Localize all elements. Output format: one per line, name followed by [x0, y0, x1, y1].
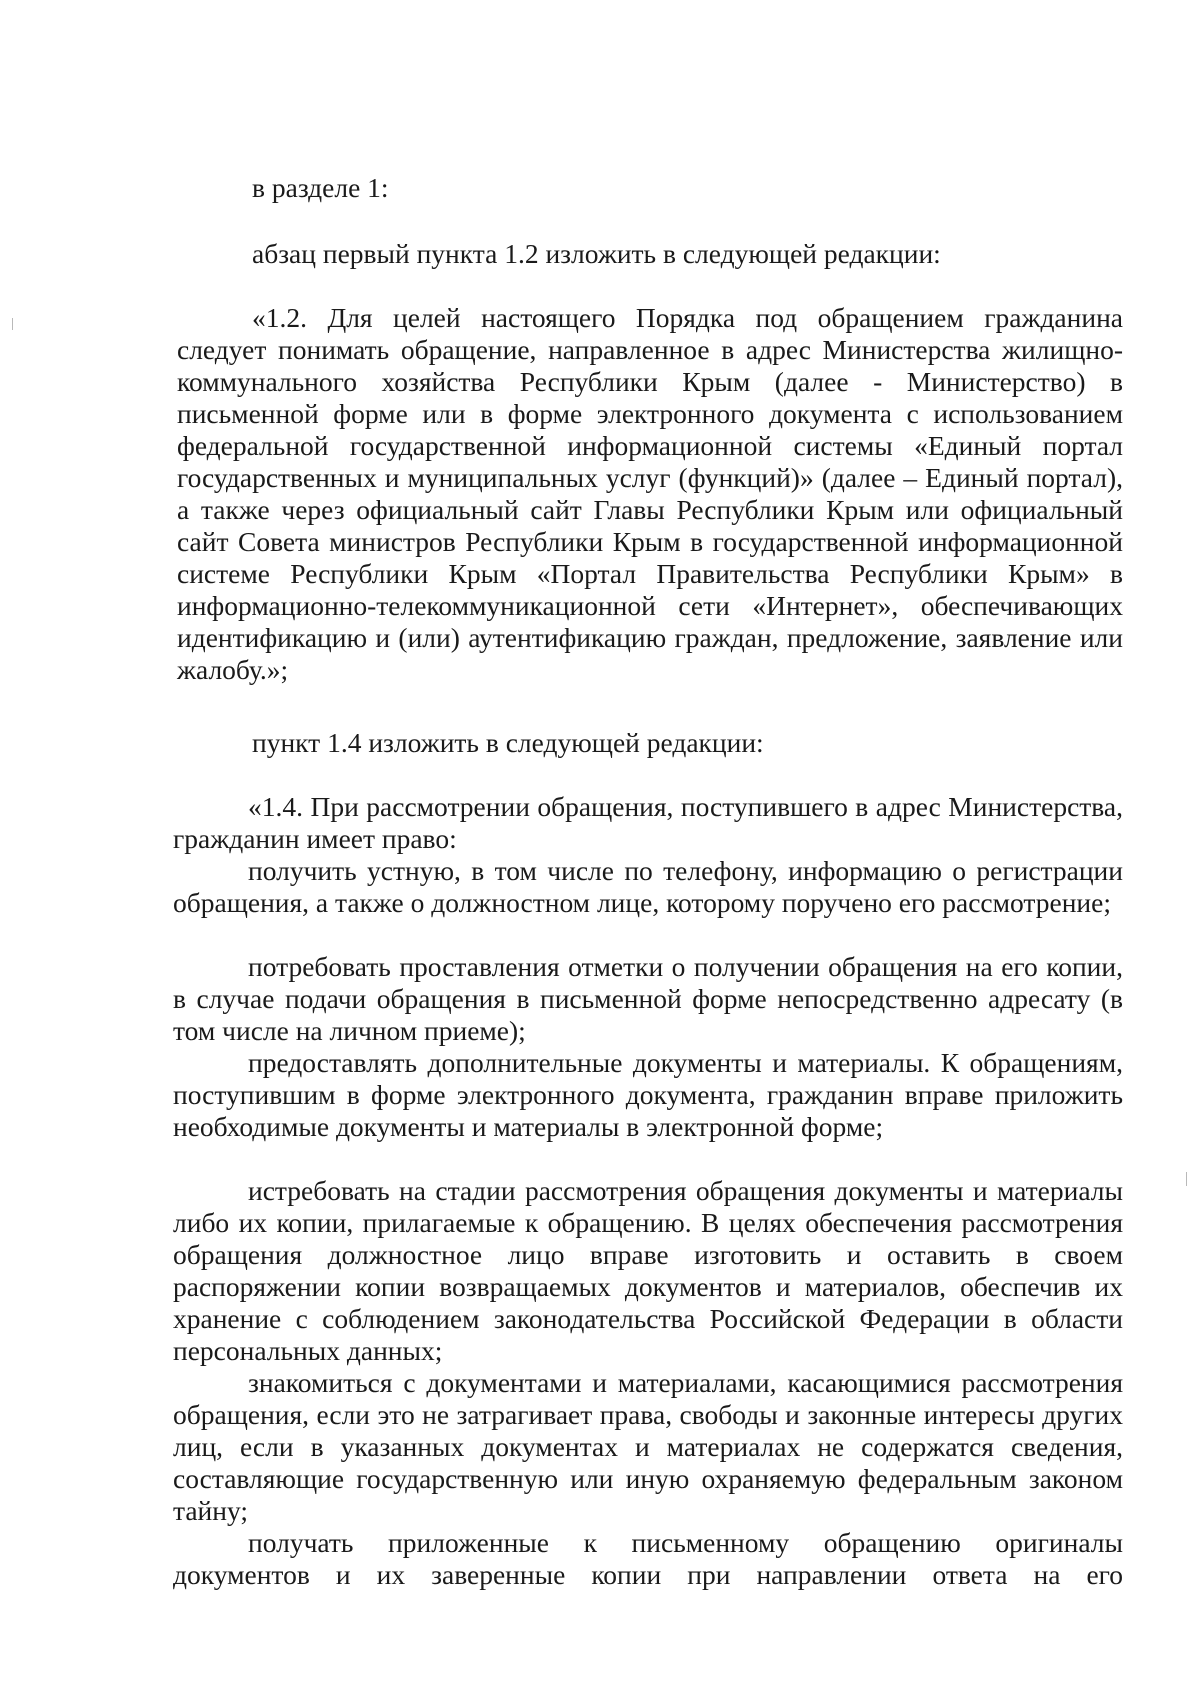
paragraph-right-request-materials: истребовать на стадии рассмотрения обращения документы и материалы либо их копии, прилагаемые к обращению. В целях обеспечения рассмотрения обращения должностное лицо вправе изготовить и оставить в своем распоряжении копии возвращаемых документов и материалов, обеспечив их хранение с соблюдением законодательства Российской Федерации в области персональных данных;	[173, 1175, 1123, 1366]
paragraph-clause-1-2: «1.2. Для целей настоящего Порядка под обращением гражданина следует понимать обращение, направленное в адрес Министерства жилищно-коммунального хозяйства Республики Крым (далее - Министерство) в письменной форме или в форме электронного документа с использованием федеральной государственной информационной системы «Единый портал государственных и муниципальных услуг (функций)» (далее – Единый портал), а также через официальный сайт Главы Республики Крым или официальный сайт Совета министров Республики Крым в государственной информационной системе Республики Крым «Портал Правительства Республики Крым» в информационно-телекоммуникационной сети «Интернет», обеспечивающих идентификацию и (или) аутентификацию граждан, предложение, заявление или жалобу.»;	[177, 302, 1123, 685]
paragraph-clause-1-4: «1.4. При рассмотрении обращения, поступившего в адрес Министерства, гражданин имеет право:	[173, 791, 1123, 854]
paragraph-right-receipt-mark: потребовать проставления отметки о получении обращения на его копии, в случае подачи обращения в письменной форме непосредственно адресату (в том числе на личном приеме);	[173, 951, 1123, 1046]
paragraph-right-receive-originals: получать приложенные к письменному обращению оригиналы документов и их заверенные копии при направлении ответа на его	[173, 1527, 1123, 1590]
paragraph-amend-1-4-intro: пункт 1.4 изложить в следующей редакции:	[252, 727, 764, 758]
paragraph-right-oral-info: получить устную, в том числе по телефону, информацию о регистрации обращения, а также о должностном лице, которому поручено его рассмотрение;	[173, 855, 1123, 918]
paragraph-section-intro: в разделе 1:	[252, 172, 389, 203]
scan-artifact-right	[1186, 1172, 1187, 1186]
paragraph-right-familiarize: знакомиться с документами и материалами, касающимися рассмотрения обращения, если это не затрагивает права, свободы и законные интересы других лиц, если в указанных документах и материалах не содержатся сведения, составляющие государственную или иную охраняемую федеральным законом тайну;	[173, 1367, 1123, 1526]
paragraph-amend-1-2-intro: абзац первый пункта 1.2 изложить в следующей редакции:	[252, 238, 941, 269]
scan-artifact-left	[12, 318, 13, 330]
paragraph-right-additional-docs: предоставлять дополнительные документы и материалы. К обращениям, поступившим в форме электронного документа, гражданин вправе приложить необходимые документы и материалы в электронной форме;	[173, 1047, 1123, 1142]
